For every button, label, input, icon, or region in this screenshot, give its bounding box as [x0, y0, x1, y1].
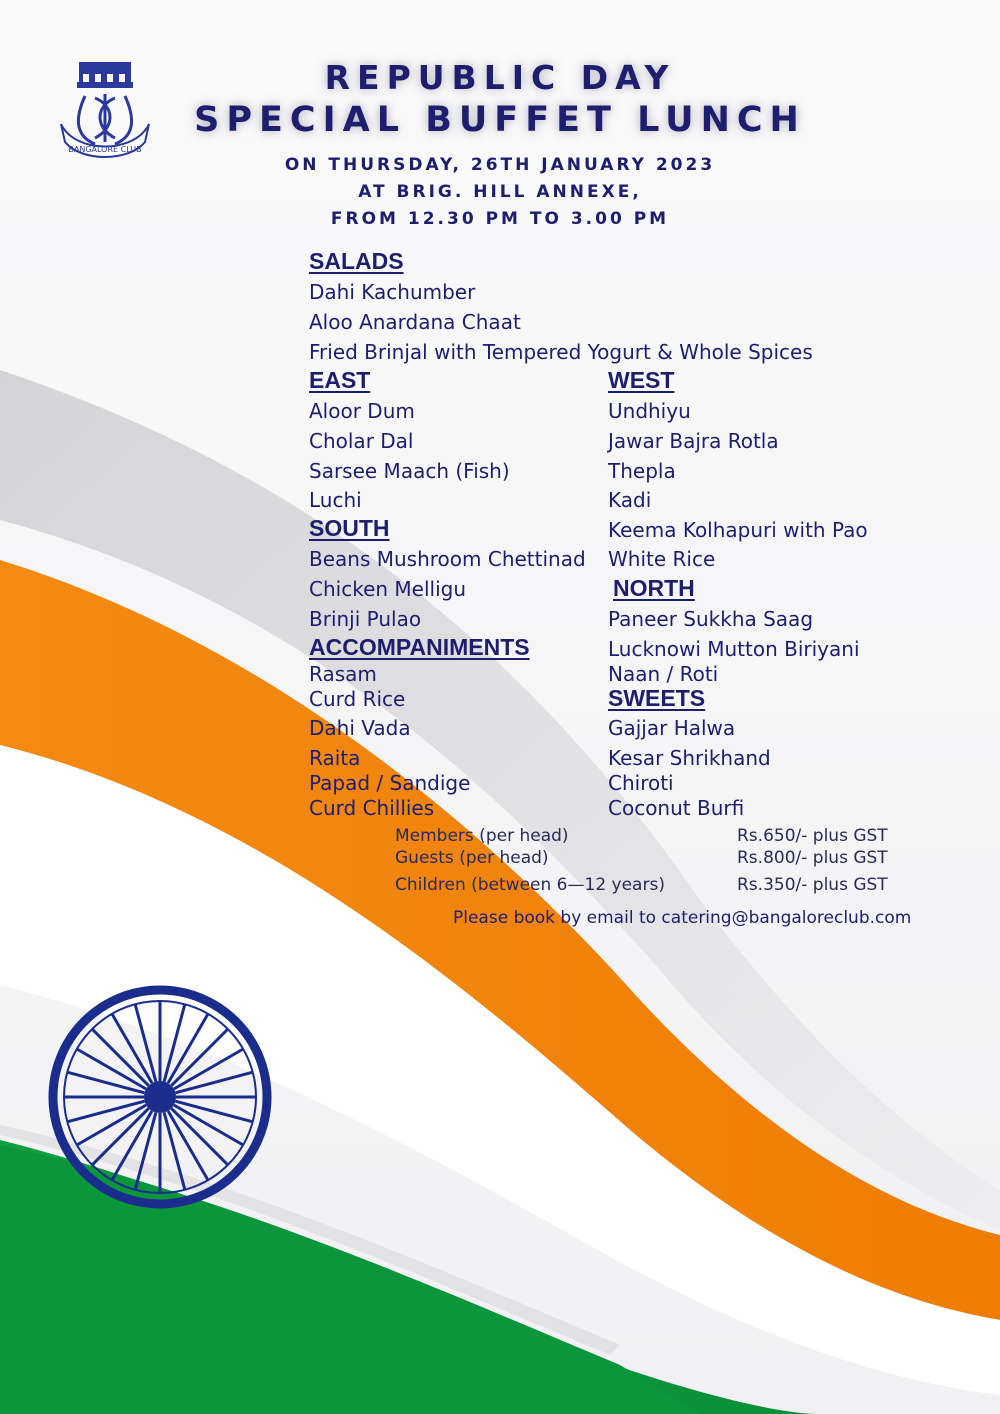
event-venue: AT BRIG. HILL ANNEXE, [358, 182, 642, 202]
logo-text: BANGALORE CLUB [68, 145, 142, 154]
sweets-item: Coconut Burfi [608, 796, 745, 820]
salads-item: Dahi Kachumber [309, 280, 476, 304]
price-label: Members (per head) [395, 826, 569, 846]
south-heading: SOUTH [309, 515, 390, 541]
event-date: ON THURSDAY, 26TH JANUARY 2023 [284, 155, 716, 175]
west-item: Thepla [608, 459, 676, 483]
booking-contact: Please book by email to catering@bangaloreclub.com [453, 908, 912, 928]
south-item: Beans Mushroom Chettinad [309, 547, 586, 571]
east-item: Aloor Dum [309, 399, 415, 423]
accompaniments-heading: ACCOMPANIMENTS [309, 634, 530, 660]
price-label: Guests (per head) [395, 848, 549, 868]
west-item: White Rice [608, 547, 716, 571]
accompaniments-item: Dahi Vada [309, 716, 411, 740]
north-item: Lucknowi Mutton Biriyani [608, 637, 860, 661]
east-item: Sarsee Maach (Fish) [309, 459, 510, 483]
price-value: Rs.350/- plus GST [737, 875, 888, 895]
salads-item: Fried Brinjal with Tempered Yogurt & Whole Spices [309, 340, 813, 364]
event-time: FROM 12.30 PM TO 3.00 PM [330, 209, 670, 229]
page-title-line2: SPECIAL BUFFET LUNCH [194, 100, 806, 140]
accompaniments-item: Raita [309, 746, 361, 770]
price-label: Children (between 6—12 years) [395, 875, 665, 895]
north-heading: NORTH [613, 575, 695, 601]
sweets-heading: SWEETS [608, 685, 706, 711]
salads-item: Aloo Anardana Chaat [309, 310, 521, 334]
west-item: Keema Kolhapuri with Pao [608, 518, 868, 542]
sweets-item: Chiroti [608, 771, 674, 795]
accompaniments-item: Rasam [309, 662, 377, 686]
east-item: Cholar Dal [309, 429, 414, 453]
accompaniments-item: Curd Rice [309, 687, 406, 711]
south-item: Chicken Melligu [309, 577, 467, 601]
accompaniments-item: Papad / Sandige [309, 771, 471, 795]
south-item: Brinji Pulao [309, 607, 422, 631]
accompaniments-item: Curd Chillies [309, 796, 435, 820]
page-title-line1: REPUBLIC DAY [324, 58, 676, 97]
east-heading: EAST [309, 367, 371, 393]
ashoka-chakra-icon [53, 990, 267, 1204]
salads-heading: SALADS [309, 248, 404, 274]
west-item: Kadi [608, 488, 652, 512]
price-value: Rs.800/- plus GST [737, 848, 888, 868]
sweets-item: Kesar Shrikhand [608, 746, 771, 770]
north-item: Naan / Roti [608, 662, 719, 686]
north-item: Paneer Sukkha Saag [608, 607, 814, 631]
west-item: Undhiyu [608, 399, 691, 423]
east-item: Luchi [309, 488, 362, 512]
price-value: Rs.650/- plus GST [737, 826, 888, 846]
west-heading: WEST [608, 367, 675, 393]
west-item: Jawar Bajra Rotla [608, 429, 779, 453]
sweets-item: Gajjar Halwa [608, 716, 736, 740]
